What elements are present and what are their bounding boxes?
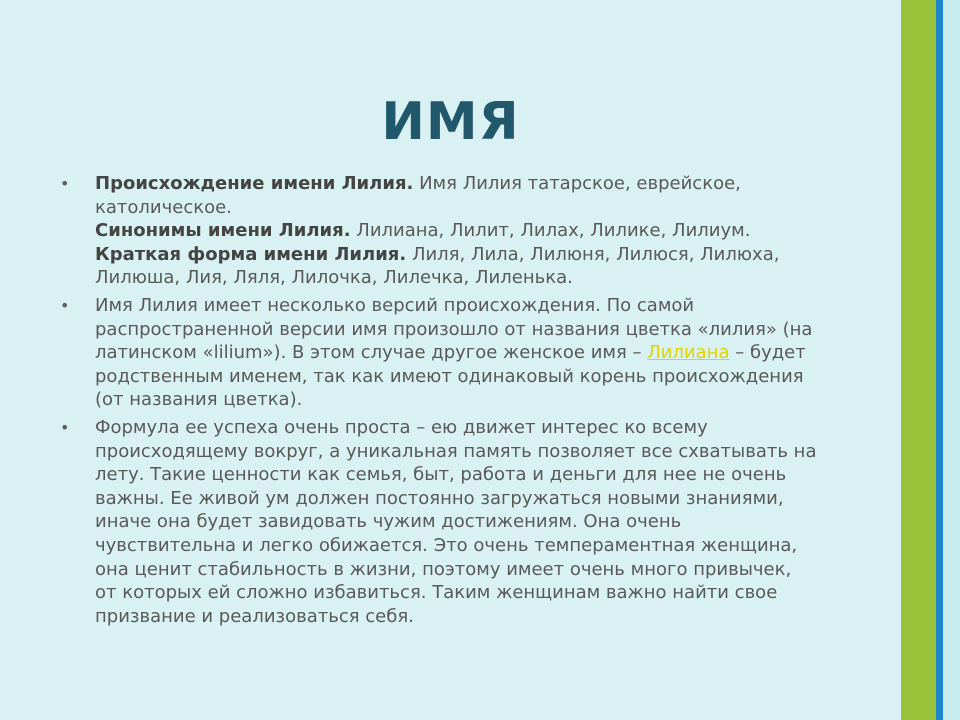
bullet-dot-icon: • xyxy=(60,174,70,193)
content-line xyxy=(95,416,870,440)
content-line xyxy=(95,243,870,267)
content-line xyxy=(95,463,870,487)
versions-text: родственным именем, так как имеют одинаковый корень происхождения xyxy=(95,365,804,387)
content-line xyxy=(95,534,870,558)
formula-text: чувствительна и легко обижается. Это очень темпераментная женщина, xyxy=(95,534,798,556)
versions-text: (от названия цветка). xyxy=(95,389,303,411)
formula-text: важны. Ее живой ум должен постоянно загружаться новыми знаниями, xyxy=(95,487,784,509)
content-line xyxy=(95,558,870,582)
content-line xyxy=(95,266,870,290)
formula-text: лету. Такие ценности как семья, быт, работа и деньги для нее не очень xyxy=(95,464,787,486)
synonyms-text: Лилиана, Лилит, Лилах, Лилике, Лилиум. xyxy=(356,220,751,242)
bullet-item-origin xyxy=(60,172,870,290)
bullet-item-versions xyxy=(60,294,870,412)
content-line xyxy=(95,440,870,464)
formula-text: от которых ей сложно избавиться. Таким женщинам важно найти свое xyxy=(95,582,778,604)
liliana-link[interactable]: Лилиана xyxy=(647,342,730,364)
versions-text: – будет xyxy=(735,342,806,364)
content-line xyxy=(95,388,870,412)
content-line xyxy=(95,510,870,534)
content-line xyxy=(95,219,870,243)
short-forms-heading: Краткая форма имени Лилия. xyxy=(95,243,407,265)
content-line xyxy=(95,172,870,196)
versions-text: латинском «lilium»). В этом случае другое женское имя – xyxy=(95,342,648,364)
origin-text: Имя Лилия татарское, еврейское, xyxy=(419,173,741,194)
versions-text: распространенной версии имя произошло от названия цветка «лилия» (на xyxy=(95,318,813,340)
short-forms-text: Лиля, Лила, Лилюня, Лилюся, Лилюха, xyxy=(411,243,780,265)
right-light-stripe xyxy=(943,0,960,720)
slide-title: ИМЯ xyxy=(381,91,520,152)
content-line xyxy=(95,318,870,342)
content-line xyxy=(95,294,870,318)
content-line xyxy=(95,487,870,511)
content-line xyxy=(95,581,870,605)
formula-text: происходящему вокруг, а уникальная память позволяет все схватывать на xyxy=(95,440,817,462)
formula-text: призвание и реализоваться себя. xyxy=(95,605,414,627)
content-line xyxy=(95,605,870,629)
right-green-stripe xyxy=(901,0,936,720)
versions-text: Имя Лилия имеет несколько версий происхождения. По самой xyxy=(95,294,695,316)
formula-text: она ценит стабильность в жизни, поэтому имеет очень много привычек, xyxy=(95,558,792,580)
content-line xyxy=(95,196,870,220)
short-forms-text-continued: Лилюша, Лия, Ляля, Лилочка, Лилечка, Лиленька. xyxy=(95,267,573,289)
formula-text: иначе она будет завидовать чужим достижениям. Она очень xyxy=(95,511,682,533)
origin-text-continued: католическое. xyxy=(95,196,232,218)
right-blue-stripe xyxy=(936,0,943,720)
bullet-item-formula xyxy=(60,416,870,628)
slide-content-list xyxy=(60,172,870,632)
origin-heading: Происхождение имени Лилия. xyxy=(95,173,414,194)
bullet-dot-icon: • xyxy=(60,295,70,315)
bullet-dot-icon: • xyxy=(60,417,70,437)
synonyms-heading: Синонимы имени Лилия. xyxy=(95,220,351,242)
content-line xyxy=(95,341,870,365)
formula-text: Формула ее успеха очень проста – ею движет интерес ко всему xyxy=(95,416,708,438)
content-line xyxy=(95,365,870,389)
